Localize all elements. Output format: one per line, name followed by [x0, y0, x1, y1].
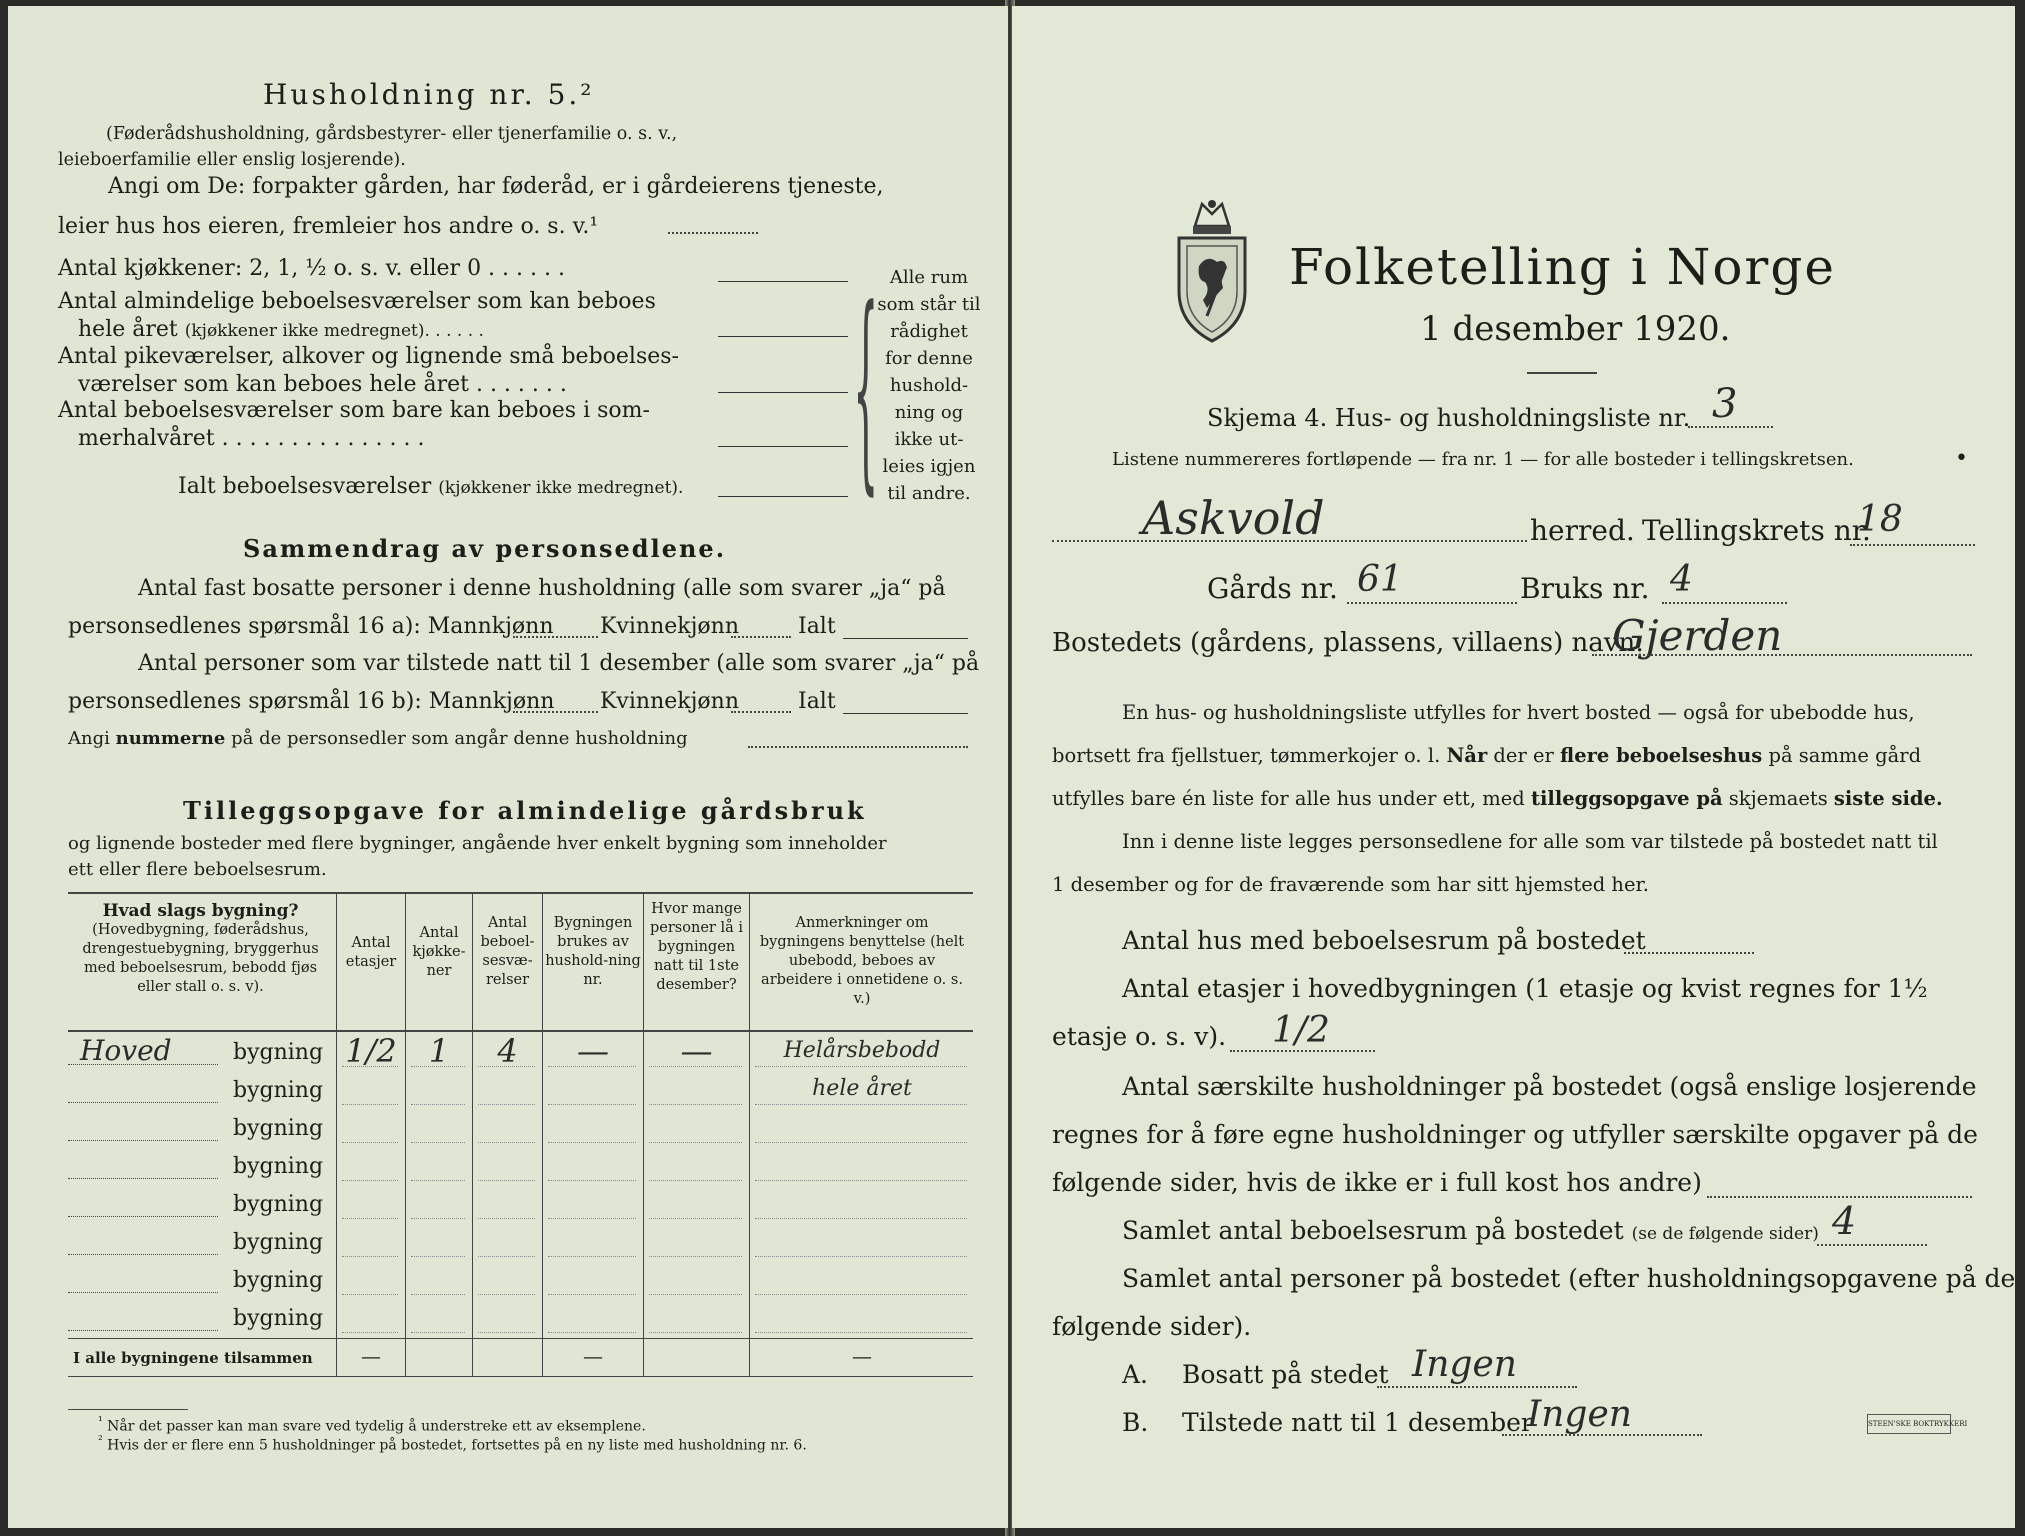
houses-line[interactable] — [1624, 952, 1754, 954]
brace-icon: { — [853, 268, 879, 517]
floors-value[interactable]: 1/2 — [1272, 1010, 1330, 1051]
resident-value[interactable]: Ingen — [1412, 1344, 1517, 1385]
building-label: bygning — [233, 1306, 324, 1331]
resident-line — [1377, 1386, 1577, 1388]
answer-person-numbers[interactable] — [748, 746, 968, 748]
numbers-bold: nummerne — [115, 728, 226, 749]
summary-p1b: personsedlenes spørsmål 16 a): Mannkjønn — [68, 614, 554, 639]
floors-label-2: etasje o. s. v). — [1052, 1022, 1227, 1051]
cell-persons[interactable]: — — [680, 1032, 713, 1070]
answer-resident-male[interactable] — [513, 636, 598, 638]
footnote-text: Hvis der er flere enn 5 husholdninger på bostedet, fortsettes på en ny liste med husholdning nr. 6. — [107, 1437, 807, 1454]
table-row[interactable] — [68, 1186, 973, 1224]
total-rooms-label — [178, 474, 683, 499]
summary-p1a: Antal fast bosatte personer i denne husholdning (alle som svarer „ja“ på — [138, 576, 946, 601]
instructions-line-2 — [1052, 744, 1921, 767]
table-row[interactable] — [68, 1224, 973, 1262]
footnote-mark: ² — [98, 1433, 103, 1447]
cell-remarks[interactable]: Helårsbebodd — [783, 1038, 941, 1063]
rooms-total-line — [1817, 1244, 1927, 1246]
header-remarks: Anmerkninger om bygningens benyttelse (helt ubebodd, beboes av arbeidere i onnetidene o. s. v.) — [759, 915, 965, 1007]
building-label: bygning — [233, 1154, 324, 1179]
summer-rooms-label-2: merhalvåret . . . . . . . . . . . . . . . — [78, 426, 425, 451]
bracket-note-line: ning og — [894, 402, 964, 423]
header-building-type — [68, 902, 333, 997]
instr-text: utfylles bare én liste for alle hus under ett, med — [1052, 787, 1525, 810]
total-rooms-note: (kjøkkener ikke medregnet). — [438, 478, 684, 498]
building-label: bygning — [233, 1192, 324, 1217]
census-date: 1 desember 1920. — [1420, 309, 1731, 349]
summer-rooms-label-1: Antal beboelsesværelser som bare kan beboes i som- — [58, 398, 650, 423]
answer-kitchens[interactable] — [718, 281, 848, 282]
numbers-label — [68, 728, 688, 749]
gard-value[interactable]: 61 — [1357, 559, 1403, 600]
header-usage: Bygningen brukes av hushold-ning nr. — [545, 915, 641, 988]
present-label: Tilstede natt til 1 desember — [1182, 1408, 1533, 1437]
ordinary-rooms-label-2 — [78, 317, 484, 342]
left-page — [8, 6, 1008, 1528]
answer-ordinary-rooms[interactable] — [718, 336, 848, 337]
schema-number-line — [1688, 426, 1773, 428]
total-row-label: I alle bygningene tilsammen — [73, 1349, 313, 1367]
instructions-line-4: Inn i denne liste legges personsedlene for alle som var tilstede på bostedet natt til — [1122, 830, 1938, 853]
floors-label-1: Antal etasjer i hovedbygningen (1 etasje og kvist regnes for 1½ — [1122, 974, 1928, 1003]
household-line1: Angi om De: forpakter gården, har føderåd, er i gårdeierens tjeneste, — [108, 174, 884, 199]
building-label: bygning — [233, 1268, 324, 1293]
answer-present-male[interactable] — [513, 711, 598, 713]
bracket-note-line: ikke ut- — [894, 429, 964, 450]
rooms-total-value[interactable]: 4 — [1832, 1199, 1857, 1243]
resident-female-label: Kvinnekjønn — [600, 614, 739, 639]
answer-resident-total[interactable] — [843, 638, 968, 639]
answer-present-total[interactable] — [843, 713, 968, 714]
answer-resident-female[interactable] — [731, 636, 791, 638]
herred-label: herred. — [1530, 514, 1635, 547]
bracket-note-line: leies igjen — [882, 456, 976, 477]
header-rooms: Antal beboel-sesvæ-relser — [480, 915, 535, 988]
instr-text: skjemaets — [1728, 787, 1828, 810]
bracket-note-line: for denne — [885, 348, 973, 369]
census-title: Folketelling i Norge — [1289, 238, 1836, 296]
herred-value[interactable]: Askvold — [1142, 491, 1325, 545]
bracket-note-line: som står til — [877, 294, 981, 315]
instr-text: der er — [1493, 744, 1554, 767]
cell-floors[interactable]: 1/2 — [345, 1032, 397, 1070]
ordinary-rooms-text: hele året — [78, 317, 178, 342]
cell-remarks[interactable]: hele året — [812, 1076, 912, 1101]
total-usage-dash: — — [583, 1344, 603, 1368]
header-floors: Antal etasjer — [345, 935, 397, 970]
table-row[interactable] — [68, 1148, 973, 1186]
gard-label: Gårds nr. — [1207, 572, 1338, 605]
numbers-rest: på de personsedler som angår denne husholdning — [231, 728, 688, 749]
building-label: bygning — [233, 1040, 324, 1065]
households-label-1: Antal særskilte husholdninger på bostedet (også enslige losjerende — [1122, 1072, 1977, 1101]
krets-line — [1850, 544, 1975, 546]
addendum-text-1: og lignende bosteder med flere bygninger, angående hver enkelt bygning som inneholder — [68, 833, 887, 854]
rooms-total-note: (se de følgende sider) — [1631, 1224, 1819, 1244]
instructions-line-3 — [1052, 787, 1943, 810]
maid-rooms-label-2: værelser som kan beboes hele året . . . . . . . — [78, 372, 567, 397]
building-label: bygning — [233, 1230, 324, 1255]
buildings-table — [68, 892, 973, 1392]
instructions-line-1: En hus- og husholdningsliste utfylles for hvert bosted — også for ubebodde hus, — [1122, 701, 1915, 724]
present-line — [1502, 1434, 1702, 1436]
table-row[interactable] — [68, 1072, 973, 1110]
instr-bold: tilleggsopgave på — [1531, 787, 1723, 810]
footnote-2 — [98, 1433, 807, 1454]
instr-bold: siste side. — [1833, 787, 1943, 810]
cell-kitchens[interactable]: 1 — [428, 1032, 450, 1070]
bracket-note — [870, 264, 988, 507]
resident-letter: A. — [1122, 1360, 1149, 1389]
households-label-3: følgende sider, hvis de ikke er i full kost hos andre) — [1052, 1168, 1702, 1197]
building-name[interactable]: Hoved — [80, 1034, 172, 1067]
header-building-note: (Hovedbygning, føderådshus, drengestuebygning, bryggerhus med beboelsesrum, bebodd fjøs eller stall o. s. v). — [82, 922, 319, 995]
bracket-note-line: til andre. — [887, 483, 971, 504]
persons-label-2: følgende sider). — [1052, 1312, 1252, 1341]
table-row[interactable] — [68, 1034, 973, 1072]
addendum-text-2: ett eller flere beboelsesrum. — [68, 859, 327, 880]
bracket-note-line: Alle rum — [889, 267, 969, 288]
header-kitchens: Antal kjøkke-ner — [412, 925, 466, 979]
gard-line — [1347, 602, 1517, 604]
household-title: Husholdning nr. 5.² — [263, 78, 595, 111]
instructions-line-5: 1 desember og for de fraværende som har sitt hjemsted her. — [1052, 873, 1649, 896]
resident-label: Bosatt på stedet — [1182, 1360, 1389, 1389]
bruk-label: Bruks nr. — [1520, 572, 1650, 605]
schema-label: Skjema 4. Hus- og husholdningsliste nr. — [1207, 404, 1691, 432]
present-letter: B. — [1122, 1408, 1149, 1437]
households-label-2: regnes for å føre egne husholdninger og utfyller særskilte opgaver på de — [1052, 1120, 1978, 1149]
persons-label-1: Samlet antal personer på bostedet (efter husholdningsopgavene på de — [1122, 1264, 2016, 1293]
total-remarks-dash: — — [852, 1344, 872, 1368]
table-row[interactable] — [68, 1110, 973, 1148]
answer-summer-rooms[interactable] — [718, 446, 848, 447]
household-line2: leier hus hos eieren, fremleier hos andre o. s. v.¹ — [58, 214, 599, 239]
present-female-label: Kvinnekjønn — [600, 689, 739, 714]
kitchens-label: Antal kjøkkener: 2, 1, ½ o. s. v. eller 0 . . . . . . — [58, 256, 565, 281]
rooms-total-text: Samlet antal beboelsesrum på bostedet — [1122, 1216, 1624, 1245]
summary-p2a: Antal personer som var tilstede natt til 1 desember (alle som svarer „ja“ på — [138, 651, 980, 676]
bruk-line — [1662, 602, 1787, 604]
bosted-line — [1592, 654, 1972, 656]
numbering-note: Listene nummereres fortløpende — fra nr. 1 — for alle bosteder i tellingskretsen. — [1112, 449, 1854, 470]
header-persons: Hvor mange personer lå i bygningen natt til 1ste desember? — [650, 901, 743, 993]
floors-line — [1230, 1050, 1375, 1052]
table-row[interactable] — [68, 1300, 973, 1338]
krets-label: Tellingskrets nr. — [1642, 514, 1871, 547]
summary-p2b: personsedlenes spørsmål 16 b): Mannkjønn — [68, 689, 555, 714]
bracket-note-line: hushold- — [889, 375, 969, 396]
right-page — [1012, 6, 2015, 1528]
maid-rooms-label-1: Antal pikeværelser, alkover og lignende små beboelses- — [58, 344, 679, 369]
bruk-value[interactable]: 4 — [1670, 559, 1693, 600]
rooms-total-label — [1122, 1216, 1819, 1245]
bosted-label: Bostedets (gårdens, plassens, villaens) navn: — [1052, 628, 1644, 658]
coat-of-arms-icon — [1167, 196, 1257, 350]
footnote-mark: ¹ — [98, 1414, 103, 1428]
total-floors-dash: — — [361, 1344, 381, 1368]
header-building-title: Hvad slags bygning? — [102, 901, 299, 921]
resident-total-label: Ialt — [798, 614, 836, 639]
present-total-label: Ialt — [798, 689, 836, 714]
ordinary-rooms-note: (kjøkkener ikke medregnet). . . . . . — [184, 321, 484, 341]
answer-line-status[interactable] — [668, 232, 758, 234]
instr-text: bortsett fra fjellstuer, tømmerkojer o. l. — [1052, 744, 1441, 767]
building-label: bygning — [233, 1078, 324, 1103]
summary-heading: Sammendrag av personsedlene. — [243, 534, 727, 563]
numbers-prefix: Angi — [68, 728, 110, 749]
bullet-mark: • — [1955, 446, 1968, 471]
bosted-value[interactable]: Gjerden — [1612, 611, 1783, 660]
schema-number[interactable]: 3 — [1712, 381, 1738, 427]
cell-rooms[interactable]: 4 — [497, 1032, 518, 1070]
table-row[interactable] — [68, 1262, 973, 1300]
footnote-1 — [98, 1414, 646, 1435]
answer-present-female[interactable] — [731, 711, 791, 713]
printer-stamp: STEEN'SKE BOKTRYKKERI — [1867, 1414, 1951, 1434]
cell-usage[interactable]: — — [577, 1032, 609, 1070]
answer-total-rooms[interactable] — [718, 496, 848, 497]
ordinary-rooms-label-1: Antal almindelige beboelsesværelser som kan beboes — [58, 289, 656, 314]
addendum-heading: Tilleggsopgave for almindelige gårdsbruk — [183, 796, 867, 825]
building-label: bygning — [233, 1116, 324, 1141]
instr-text: på samme gård — [1768, 744, 1922, 767]
present-value[interactable]: Ingen — [1527, 1394, 1632, 1435]
household-subtitle: (Føderådshusholdning, gårdsbestyrer- eller tjenerfamilie o. s. v., leieboerfamilie eller enslig losjerende). — [58, 124, 678, 170]
instr-bold: flere beboelseshus — [1560, 744, 1763, 767]
answer-maid-rooms[interactable] — [718, 392, 848, 393]
instr-bold: Når — [1446, 744, 1488, 767]
krets-value[interactable]: 18 — [1857, 499, 1903, 540]
houses-label: Antal hus med beboelsesrum på bostedet — [1122, 926, 1646, 955]
herred-line — [1052, 540, 1527, 542]
footnote-text: Når det passer kan man svare ved tydelig å understreke ett av eksemplene. — [107, 1418, 646, 1435]
total-rooms-text: Ialt beboelsesværelser — [178, 474, 432, 499]
households-line[interactable] — [1707, 1196, 1972, 1198]
bracket-note-line: rådighet — [890, 321, 968, 342]
